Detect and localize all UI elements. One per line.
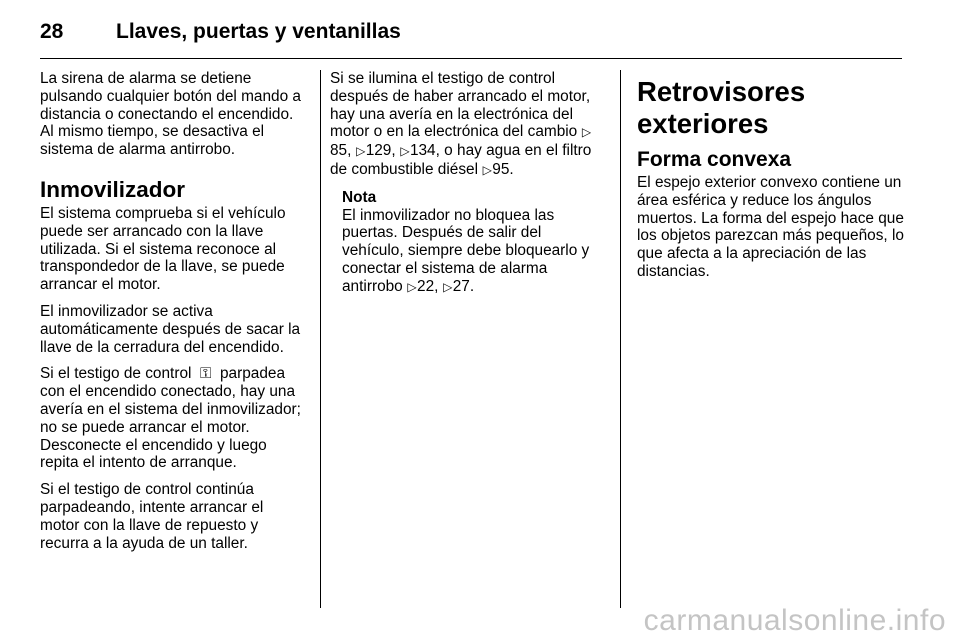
section-heading-immobilizer: Inmovilizador — [40, 176, 186, 202]
column-3 — [637, 70, 904, 290]
note-title: Nota — [342, 188, 377, 206]
section-heading-mirrors: Retrovisores exteriores — [637, 76, 806, 139]
reference-arrow-icon[interactable]: ▷ — [482, 162, 492, 177]
note-box — [342, 189, 602, 297]
immobilizer-paragraph-4: Si el testigo de control continúa parpadeando, intente arrancar el motor con la llave de repuesto y recurra a la ayuda de un taller. — [40, 481, 264, 552]
page-ref-134[interactable]: 134, o hay agua en el filtro de combustible diésel — [330, 142, 592, 178]
immobilizer-paragraph-3 — [40, 365, 306, 472]
note-paragraph — [342, 207, 602, 297]
chapter-title: Llaves, puertas y ventanillas — [116, 20, 401, 43]
warning-text-after: parpadea con el encendido conectado, hay una avería en el sistema del inmovilizador; no se puede arrancar el motor. Desconecte el encendido y luego repita el intento de arranque. — [40, 365, 301, 472]
warning-light-text: Si se ilumina el testigo de control después de haber arrancado el motor, hay una avería en la electrónica del motor o en la electrónica del cambio — [330, 70, 591, 141]
reference-arrow-icon[interactable]: ▷ — [407, 279, 417, 294]
immobilizer-paragraph-2: El inmovilizador se activa automáticamente después de sacar la llave de la cerradura del encendido. — [40, 302, 301, 356]
page-ref-27[interactable]: 27. — [452, 277, 475, 295]
page-ref-22[interactable]: 22, — [417, 277, 439, 295]
reference-arrow-icon[interactable]: ▷ — [581, 125, 592, 140]
convex-mirror-paragraph: El espejo exterior convexo contiene un área esférica y reduce los ángulos muertos. La forma del espejo hace que los objetos parezcan más pequeños, lo que afecta a la apreciación de las distancias. — [637, 174, 904, 280]
reference-arrow-icon[interactable]: ▷ — [356, 144, 366, 159]
page-header — [40, 14, 902, 48]
subheading-convex: Forma convexa — [637, 148, 792, 171]
key-warning-icon: ⚿ — [200, 365, 212, 383]
note-text: El inmovilizador no bloquea las puertas. Después de salir del vehículo, siempre debe bloquearlo y conectar el sistema de alarma antirrobo — [342, 206, 590, 295]
page-ref-85[interactable]: 85, — [330, 142, 352, 160]
immobilizer-paragraph-1: El sistema comprueba si el vehículo puede ser arrancado con la llave utilizada. Si el sistema reconoce al transpondedor de la llave, se puede arrancar el motor. — [40, 204, 286, 294]
column-divider-1 — [320, 70, 321, 608]
header-divider — [40, 58, 902, 59]
watermark: carmanualsonline.info — [643, 604, 946, 637]
page-ref-129[interactable]: 129, — [365, 142, 396, 160]
page-ref-95[interactable]: 95. — [492, 160, 514, 178]
page-number: 28 — [40, 20, 64, 43]
column-divider-2 — [620, 70, 621, 608]
reference-arrow-icon[interactable]: ▷ — [443, 279, 453, 294]
column-2 — [330, 70, 602, 306]
warning-light-paragraph — [330, 70, 602, 180]
column-1 — [40, 70, 306, 561]
reference-arrow-icon[interactable]: ▷ — [400, 144, 410, 159]
warning-text-before: Si el testigo de control — [40, 365, 192, 383]
alarm-paragraph: La sirena de alarma se detiene pulsando cualquier botón del mando a distancia o conectando el encendido. Al mismo tiempo, se desactiva el sistema de alarma antirrobo. — [40, 70, 301, 159]
